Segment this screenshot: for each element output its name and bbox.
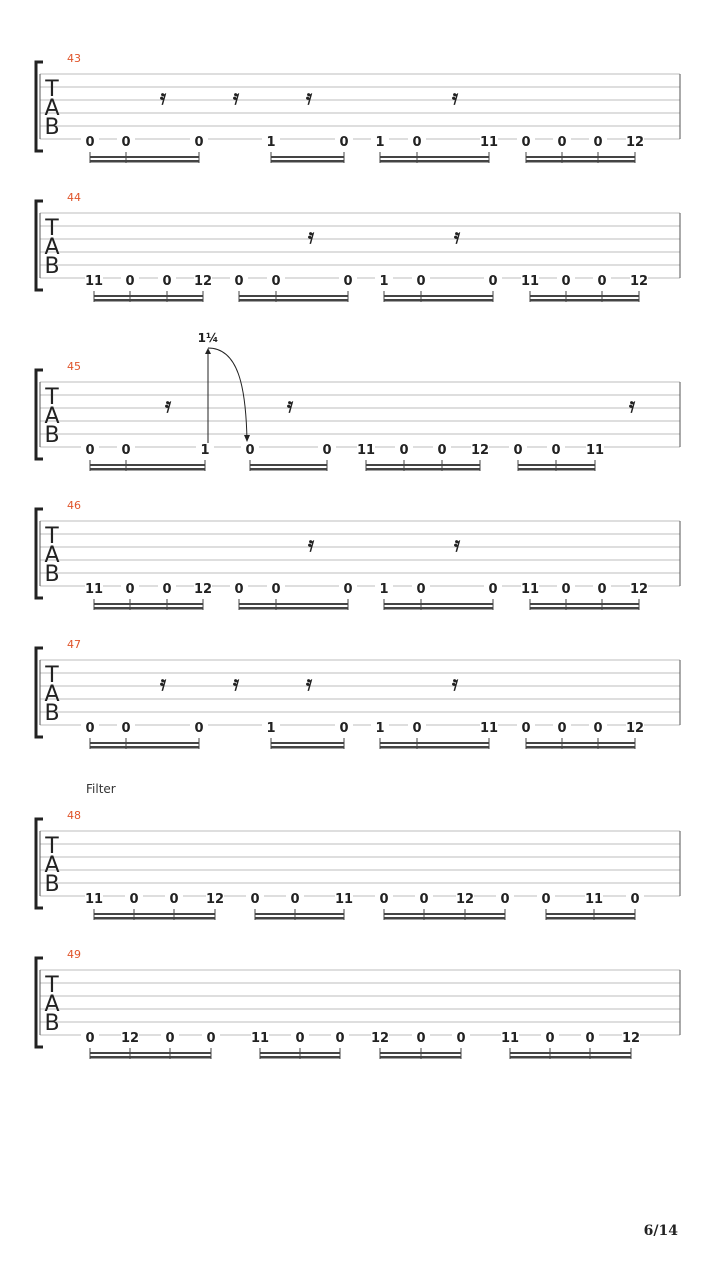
beam-secondary — [260, 1052, 340, 1054]
tab-clef-letter: T — [45, 385, 59, 410]
fret-number: 0 — [125, 274, 135, 289]
fret-number: 0 — [513, 443, 523, 458]
fret-number: 12 — [455, 892, 475, 907]
tab-clef-letter: A — [44, 96, 60, 121]
tab-clef-letter: T — [45, 834, 59, 859]
beam-primary — [271, 746, 344, 749]
beam-secondary — [518, 464, 595, 466]
fret-number: 0 — [290, 892, 300, 907]
beam-primary — [530, 607, 639, 610]
tab-clef-letter: A — [44, 992, 60, 1017]
sixteenth-rest: 𝄿 — [628, 393, 636, 417]
beam-primary — [255, 917, 344, 920]
beam-secondary — [90, 1052, 211, 1054]
fret-number: 1 — [266, 721, 276, 736]
sixteenth-rest: 𝄿 — [286, 393, 294, 417]
sixteenth-rest: 𝄿 — [453, 224, 461, 248]
fret-number: 0 — [593, 135, 603, 150]
fret-number: 0 — [412, 721, 422, 736]
fret-number: 0 — [437, 443, 447, 458]
fret-number: 0 — [206, 1031, 216, 1046]
fret-number: 1 — [200, 443, 210, 458]
tab-clef-letter: B — [44, 115, 60, 140]
fret-number: 0 — [416, 582, 426, 597]
beam-secondary — [250, 464, 327, 466]
tab-clef-letter: T — [45, 524, 59, 549]
fret-number: 12 — [625, 721, 645, 736]
fret-number: 0 — [121, 135, 131, 150]
tab-system-48 — [36, 782, 680, 920]
fret-number: 11 — [84, 582, 104, 597]
systems-layer — [36, 52, 680, 1059]
fret-number: 0 — [295, 1031, 305, 1046]
beam-secondary — [384, 295, 493, 297]
fret-number: 12 — [470, 443, 490, 458]
bend-amount-label: 1¼ — [197, 331, 219, 345]
measure-number: 46 — [67, 499, 81, 512]
fret-number: 0 — [194, 721, 204, 736]
tab-system-43 — [36, 52, 680, 163]
fret-number: 0 — [593, 721, 603, 736]
beam-secondary — [384, 913, 505, 915]
fret-number: 0 — [121, 721, 131, 736]
beam-secondary — [366, 464, 480, 466]
sixteenth-rest: 𝄿 — [451, 85, 459, 109]
fret-number: 12 — [193, 582, 213, 597]
fret-number: 0 — [416, 274, 426, 289]
fret-number: 0 — [585, 1031, 595, 1046]
fret-number: 0 — [500, 892, 510, 907]
fret-number: 0 — [412, 135, 422, 150]
fret-number: 12 — [621, 1031, 641, 1046]
fret-number: 0 — [245, 443, 255, 458]
sixteenth-rest: 𝄿 — [451, 671, 459, 695]
sixteenth-rest: 𝄿 — [159, 671, 167, 695]
beam-primary — [90, 468, 205, 471]
fret-number: 0 — [322, 443, 332, 458]
measure-number: 44 — [67, 191, 81, 204]
fret-number: 0 — [521, 721, 531, 736]
beam-primary — [526, 160, 635, 163]
fret-number: 0 — [339, 135, 349, 150]
beam-secondary — [239, 295, 348, 297]
fret-number: 0 — [597, 274, 607, 289]
fret-number: 0 — [85, 443, 95, 458]
beam-secondary — [90, 156, 199, 158]
beam-primary — [366, 468, 480, 471]
fret-number: 1 — [266, 135, 276, 150]
page-number: 6/14 — [643, 1223, 678, 1239]
fret-number: 0 — [271, 274, 281, 289]
beam-secondary — [94, 603, 203, 605]
beam-secondary — [510, 1052, 631, 1054]
fret-number: 0 — [335, 1031, 345, 1046]
fret-number: 0 — [125, 582, 135, 597]
beam-primary — [384, 607, 493, 610]
tab-clef-letter: A — [44, 853, 60, 878]
fret-number: 0 — [165, 1031, 175, 1046]
fret-number: 11 — [520, 274, 540, 289]
fret-number: 0 — [521, 135, 531, 150]
fret-number: 12 — [120, 1031, 140, 1046]
fret-number: 0 — [557, 721, 567, 736]
fret-number: 0 — [419, 892, 429, 907]
fret-number: 11 — [479, 135, 499, 150]
fret-number: 11 — [520, 582, 540, 597]
fret-number: 1 — [379, 274, 389, 289]
fret-number: 0 — [541, 892, 551, 907]
fret-number: 0 — [234, 274, 244, 289]
tab-clef-letter: A — [44, 235, 60, 260]
tab-system-45 — [36, 331, 680, 471]
fret-number: 1 — [375, 135, 385, 150]
tab-system-47 — [36, 638, 680, 749]
fret-number: 0 — [416, 1031, 426, 1046]
fret-number: 0 — [561, 274, 571, 289]
tab-clef-letter: T — [45, 973, 59, 998]
beam-secondary — [271, 742, 344, 744]
fret-number: 11 — [84, 274, 104, 289]
beam-primary — [510, 1056, 631, 1059]
beam-secondary — [90, 464, 205, 466]
beam-secondary — [94, 295, 203, 297]
fret-number: 11 — [334, 892, 354, 907]
measure-number: 48 — [67, 809, 81, 822]
fret-number: 0 — [597, 582, 607, 597]
tab-clef-letter: B — [44, 423, 60, 448]
beam-primary — [94, 917, 215, 920]
beam-primary — [90, 1056, 211, 1059]
beam-primary — [239, 299, 348, 302]
beam-secondary — [384, 603, 493, 605]
beam-secondary — [94, 913, 215, 915]
sixteenth-rest: 𝄿 — [232, 671, 240, 695]
sixteenth-rest: 𝄿 — [164, 393, 172, 417]
fret-number: 0 — [194, 135, 204, 150]
tab-system-46 — [36, 499, 680, 610]
fret-number: 11 — [584, 892, 604, 907]
fret-number: 0 — [85, 721, 95, 736]
measure-number: 45 — [67, 360, 81, 373]
fret-number: 0 — [488, 274, 498, 289]
effect-annotation: Filter — [86, 782, 116, 796]
fret-number: 12 — [205, 892, 225, 907]
fret-number: 0 — [85, 1031, 95, 1046]
fret-number: 12 — [629, 582, 649, 597]
fret-number: 0 — [488, 582, 498, 597]
beam-primary — [518, 468, 595, 471]
bend-arrowhead — [205, 348, 211, 354]
sixteenth-rest: 𝄿 — [307, 532, 315, 556]
sixteenth-rest: 𝄿 — [307, 224, 315, 248]
tab-clef-letter: A — [44, 404, 60, 429]
beam-primary — [250, 468, 327, 471]
tab-system-49 — [36, 948, 680, 1059]
fret-number: 11 — [585, 443, 605, 458]
sixteenth-rest: 𝄿 — [305, 671, 313, 695]
beam-secondary — [380, 1052, 461, 1054]
beam-primary — [380, 1056, 461, 1059]
fret-number: 0 — [551, 443, 561, 458]
tab-clef-letter: T — [45, 663, 59, 688]
release-arrowhead — [244, 435, 250, 442]
beam-secondary — [380, 156, 489, 158]
beam-secondary — [90, 742, 199, 744]
tab-system-44 — [36, 191, 680, 302]
tab-clef-letter: B — [44, 254, 60, 279]
beam-secondary — [271, 156, 344, 158]
sixteenth-rest: 𝄿 — [305, 85, 313, 109]
fret-number: 11 — [500, 1031, 520, 1046]
beam-primary — [380, 746, 489, 749]
beam-primary — [380, 160, 489, 163]
fret-number: 0 — [399, 443, 409, 458]
fret-number: 11 — [356, 443, 376, 458]
fret-number: 1 — [379, 582, 389, 597]
tab-clef-letter: A — [44, 543, 60, 568]
fret-number: 12 — [629, 274, 649, 289]
sixteenth-rest: 𝄿 — [232, 85, 240, 109]
fret-number: 0 — [271, 582, 281, 597]
tab-clef-letter: B — [44, 562, 60, 587]
fret-number: 0 — [343, 582, 353, 597]
fret-number: 11 — [250, 1031, 270, 1046]
fret-number: 0 — [545, 1031, 555, 1046]
beam-primary — [239, 607, 348, 610]
sixteenth-rest: 𝄿 — [159, 85, 167, 109]
sixteenth-rest: 𝄿 — [453, 532, 461, 556]
fret-number: 0 — [456, 1031, 466, 1046]
beam-primary — [271, 160, 344, 163]
fret-number: 11 — [84, 892, 104, 907]
fret-number: 0 — [343, 274, 353, 289]
beam-secondary — [546, 913, 635, 915]
beam-secondary — [526, 156, 635, 158]
beam-primary — [526, 746, 635, 749]
beam-primary — [384, 917, 505, 920]
fret-number: 0 — [129, 892, 139, 907]
beam-primary — [530, 299, 639, 302]
beam-primary — [260, 1056, 340, 1059]
tab-clef-letter: B — [44, 1011, 60, 1036]
fret-number: 12 — [370, 1031, 390, 1046]
fret-number: 0 — [169, 892, 179, 907]
beam-secondary — [255, 913, 344, 915]
tab-clef-letter: T — [45, 77, 59, 102]
beam-primary — [94, 607, 203, 610]
beam-primary — [546, 917, 635, 920]
fret-number: 0 — [162, 274, 172, 289]
fret-number: 12 — [193, 274, 213, 289]
fret-number: 0 — [379, 892, 389, 907]
beam-primary — [90, 746, 199, 749]
beam-secondary — [530, 295, 639, 297]
beam-primary — [94, 299, 203, 302]
fret-number: 0 — [85, 135, 95, 150]
tab-clef-letter: T — [45, 216, 59, 241]
fret-number: 0 — [162, 582, 172, 597]
beam-primary — [384, 299, 493, 302]
fret-number: 0 — [339, 721, 349, 736]
fret-number: 0 — [561, 582, 571, 597]
beam-secondary — [526, 742, 635, 744]
beam-secondary — [239, 603, 348, 605]
measure-number: 47 — [67, 638, 81, 651]
tab-clef-letter: B — [44, 872, 60, 897]
fret-number: 12 — [625, 135, 645, 150]
fret-number: 0 — [250, 892, 260, 907]
beam-secondary — [530, 603, 639, 605]
beam-secondary — [380, 742, 489, 744]
measure-number: 43 — [67, 52, 81, 65]
fret-number: 0 — [121, 443, 131, 458]
tab-clef-letter: B — [44, 701, 60, 726]
fret-number: 11 — [479, 721, 499, 736]
tab-clef-letter: A — [44, 682, 60, 707]
fret-number: 0 — [557, 135, 567, 150]
fret-number: 0 — [234, 582, 244, 597]
fret-number: 0 — [630, 892, 640, 907]
fret-number: 1 — [375, 721, 385, 736]
measure-number: 49 — [67, 948, 81, 961]
beam-primary — [90, 160, 199, 163]
